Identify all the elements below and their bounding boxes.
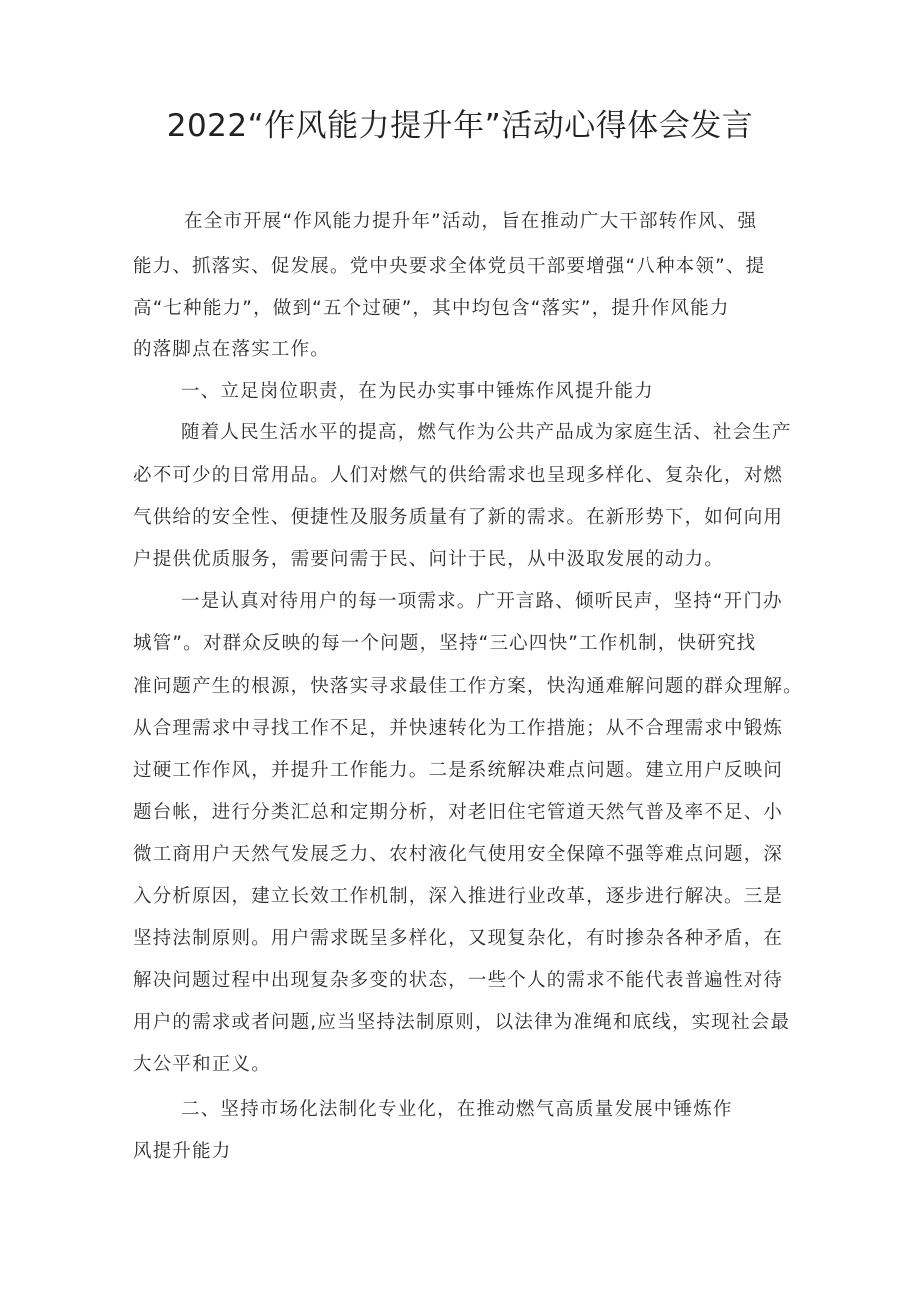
paragraph-line: 微工商用户天然气发展乏力、农村液化气使用安全保障不强等难点问题，深 <box>133 844 784 865</box>
paragraph-line: 用户的需求或者问题,应当坚持法制原则，以法律为准绳和底线，实现社会最 <box>133 1012 791 1033</box>
paragraph-line: 在全市开展“作风能力提升年”活动，旨在推动广大干部转作风、强 <box>184 211 758 232</box>
paragraph-line: 题台帐，进行分类汇总和定期分析，对老旧住宅管道天然气普及率不足、小 <box>133 802 784 823</box>
paragraph-line: 能力、抓落实、促发展。党中央要求全体党员干部要增强“八种本领”、提 <box>133 256 766 277</box>
paragraph-line: 高“七种能力”，做到“五个过硬”，其中均包含“落实”，提升作风能力 <box>133 298 730 319</box>
paragraph-line: 一是认真对待用户的每一项需求。广开言路、倾听民声，坚持“开门办 <box>181 591 783 612</box>
paragraph-line: 的落脚点在落实工作。 <box>133 339 331 360</box>
paragraph-line: 过硬工作作风，并提升工作能力。二是系统解决难点问题。建立用户反映问 <box>133 760 784 781</box>
paragraph-line: 大公平和正义。 <box>133 1054 271 1075</box>
paragraph-line: 随着人民生活水平的提高，燃气作为公共产品成为家庭生活、社会生产 <box>181 422 792 443</box>
paragraph-line: 户提供优质服务，需要问需于民、问计于民，从中汲取发展的动力。 <box>133 549 725 570</box>
paragraph-line: 城管”。对群众反映的每一个问题，坚持“三心四快”工作机制，快研究找 <box>133 633 757 654</box>
paragraph-line: 气供给的安全性、便捷性及服务质量有了新的需求。在新形势下，如何向用 <box>133 507 784 528</box>
paragraph-line: 必不可少的日常用品。人们对燃气的供给需求也呈现多样化、复杂化，对燃 <box>133 465 784 486</box>
paragraph-line: 从合理需求中寻找工作不足，并快速转化为工作措施；从不合理需求中锻炼 <box>133 718 784 739</box>
section-heading-continued: 风提升能力 <box>133 1141 232 1162</box>
section-heading: 二、坚持市场化法制化专业化，在推动燃气高质量发展中锤炼作 <box>181 1099 733 1120</box>
paragraph-line: 解决问题过程中出现复杂多变的状态，一些个人的需求不能代表普遍性对待 <box>133 970 784 991</box>
paragraph-line: 入分析原因，建立长效工作机制，深入推进行业改革，逐步进行解决。三是 <box>133 886 784 907</box>
document-title: 2022“作风能力提升年”活动心得体会发言 <box>166 108 754 144</box>
paragraph-line: 准问题产生的根源，快落实寻求最佳工作方案，快沟通难解问题的群众理解。 <box>133 676 803 697</box>
paragraph-line: 坚持法制原则。用户需求既呈多样化，又现复杂化，有时掺杂各种矛盾，在 <box>133 928 784 949</box>
section-heading: 一、立足岗位职责，在为民办实事中锤炼作风提升能力 <box>181 381 654 402</box>
